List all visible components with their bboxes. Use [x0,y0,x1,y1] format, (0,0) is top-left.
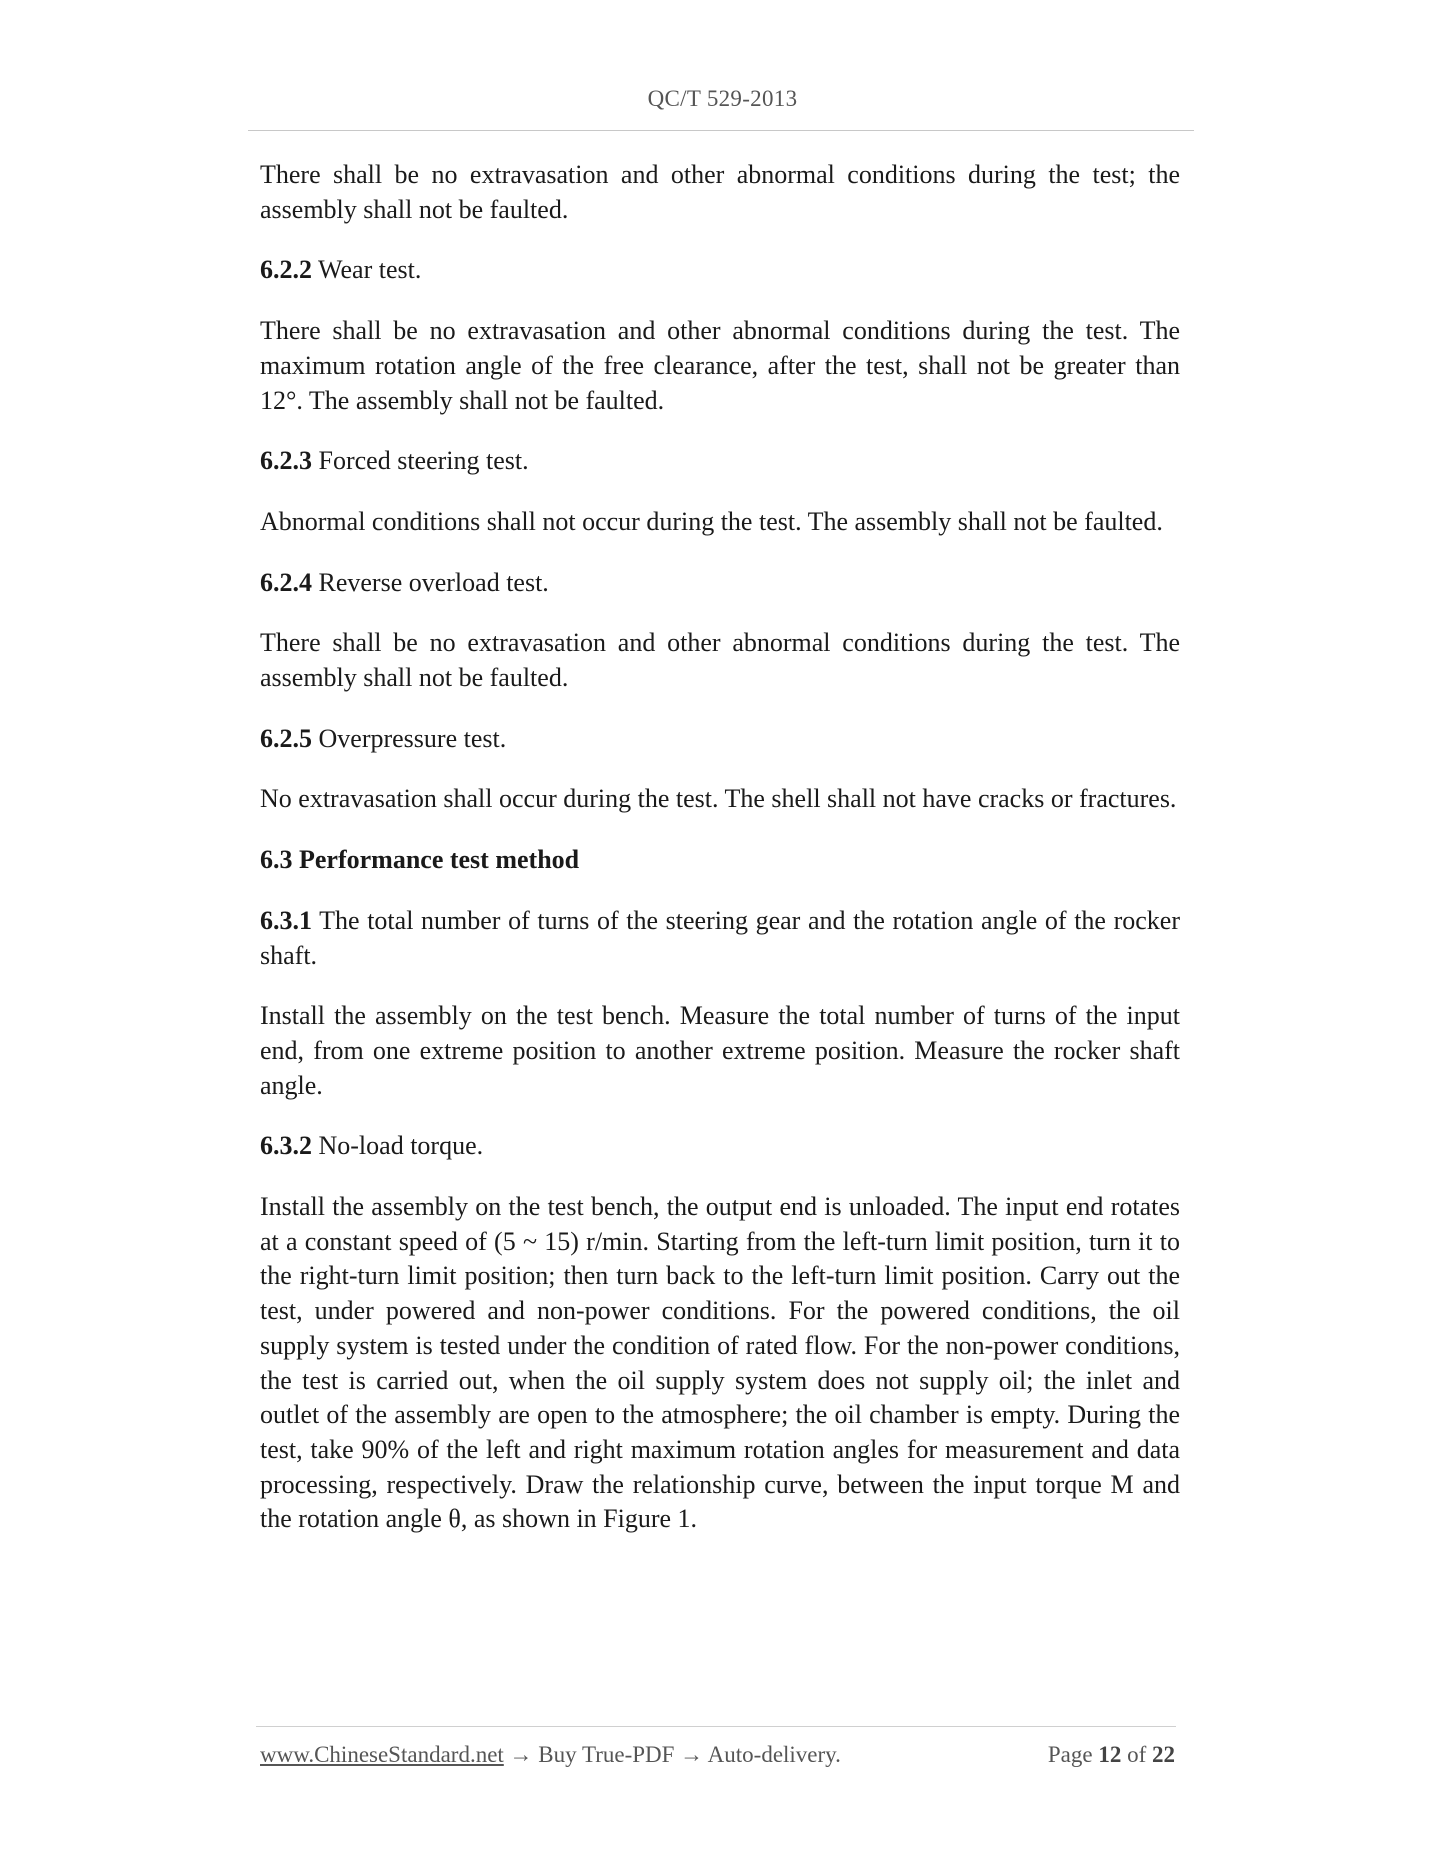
running-header: QC/T 529-2013 [647,86,798,111]
page-footer [260,1742,1175,1768]
clause-number: 6.3.1 [260,905,312,935]
header-divider [248,130,1194,131]
clause-number: 6.2.4 [260,567,312,597]
clause-number: 6.2.3 [260,446,312,476]
paragraph: There shall be no extravasation and other abnormal conditions during the test. The maximum rotation angle of the free clearance, after the test, shall not be greater than 12°. The assembly shall not be faulted. [260,316,1180,415]
clause-heading-6-3-2: 6.3.2 No-load torque. [260,1131,484,1161]
clause-heading-6-3-1: 6.3.1 The total number of turns of the steering gear and the rotation angle of the rocker shaft. [260,905,1180,970]
clause-heading-6-2-5: 6.2.5 Overpressure test. [260,723,507,753]
clause-heading-6-2-4: 6.2.4 Reverse overload test. [260,567,549,597]
clause-number: 6.3.2 [260,1131,312,1161]
clause-heading-6-2-2: 6.2.2 Wear test. [260,255,422,285]
paragraph: There shall be no extravasation and other abnormal conditions during the test; the assembly shall not be faulted. [260,160,1180,224]
paragraph: Install the assembly on the test bench. Measure the total number of turns of the input end, from one extreme position to another extreme position. Measure the rocker shaft angle. [260,1001,1180,1100]
footer-tagline: → Buy True-PDF → Auto-delivery. [503,1742,841,1767]
paragraph: Abnormal conditions shall not occur during the test. The assembly shall not be faulted. [260,506,1163,536]
current-page: 12 [1098,1742,1122,1767]
page-number: Page 12 of 22 [1047,1742,1175,1767]
total-pages: 22 [1152,1742,1175,1767]
paragraph: There shall be no extravasation and other abnormal conditions during the test. The assembly shall not be faulted. [260,628,1180,693]
clause-number: 6.2.5 [260,723,312,753]
section-heading-6-3 [260,843,1180,878]
paragraph: Install the assembly on the test bench, the output end is unloaded. The input end rotates at a constant speed of (5 ~ 15) r/min. Starting from the left-turn limit position, turn it to the right-turn limit position; then turn back to the left-turn limit position. Carry out the test, under powered and non-power conditions. For the powered conditions, the oil supply system is tested under the condition of rated flow. For the non-power conditions, the test is carried out, when the oil supply system does not supply oil; the inlet and outlet of the assembly are open to the atmosphere; the oil chamber is empty. During the test, take 90% of the left and right maximum rotation angles for measurement and data processing, respectively. Draw the relationship curve, between the input torque M and the rotation angle θ, as shown in Figure 1. [260,1192,1180,1534]
section-title: 6.3 Performance test method [260,845,580,875]
footer-divider [256,1726,1176,1727]
paragraph: No extravasation shall occur during the test. The shell shall not have cracks or fractures. [260,784,1177,814]
site-link[interactable]: www.ChineseStandard.net [260,1742,504,1767]
footer-left [260,1742,841,1768]
clause-number: 6.2.2 [260,255,312,285]
document-body [260,158,1180,1563]
clause-heading-6-2-3: 6.2.3 Forced steering test. [260,446,529,476]
